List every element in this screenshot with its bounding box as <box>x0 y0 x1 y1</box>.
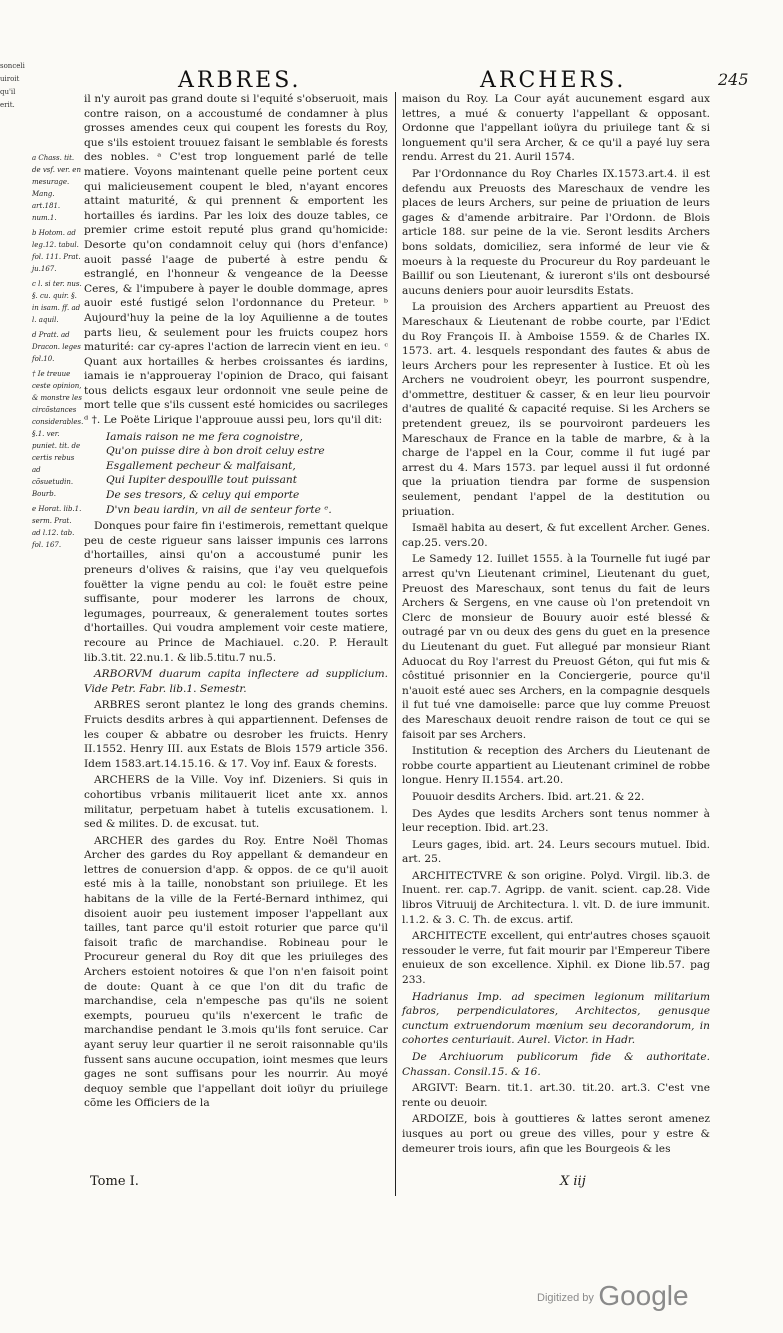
paragraph: Le Samedy 12. Iuillet 1555. à la Tournelle fut iugé par arrest qu'vn Lieutenant criminel, Lieutenant du guet, Preuost des Mareschaux, sont tenus du fait de leurs Archers & Sergens, en vne cause où l'on pretendoit vn Clerc de monsieur de Bouury auoir esté blessé & outragé par vn ou deux des gens du guet en la presence du Lieutenant du guet. Fut allegué par monsieur Riant Aduocat du Roy l'arrest du Preuost Géton, qui fut mis & côstitué prisonnier en la Conciergerie, pource qu'il n'auoit esté auec ses Archers, en la compagnie desquels il fut tué vne damoiselle: parce que luy comme Preuost des Mareschaux deuoit rendre raison de tout ce qui se faisoit par ses Archers. <box>402 553 710 741</box>
entry-ardoize: ARDOIZE, bois à gouttieres & lattes seront amenez iusques au port ou greue des villes, pour y estre & demeurer trois iours, afin que les Bourgeois & les <box>402 1113 710 1155</box>
margin-note: † Ie treuue ceste opinion, & monstre les circõstances considerables. §.1. ver. puniet. tit. de certis rebus ad cõsuetudin. Bourb. <box>32 370 84 498</box>
entry-argiut: ARGIVT: Bearn. tit.1. art.30. tit.20. art.3. C'est vne rente ou deuoir. <box>402 1082 710 1109</box>
paragraph: La prouision des Archers appartient au Preuost des Mareschaux & Lieutenant de robbe courte, par l'Edict du Roy François II. à Amboise 1559. & de Charles IX. 1573. art. 4. lesquels respondant des fautes & abus de leurs Archers pour les representer à Iustice. Et où les Archers ne voudroient obeyr, les pourront suspendre, d'ommettre, destituer & casser, & en leur lieu pourvoir d'autres de qualité & capacité requise. Si les Archers se pretendent greuez, ils se pourvoiront pardeuers les Mareschaux de France en la table de marbre, & à la charge de l'appel en la Cour, comme il fut iugé par arrest du 4. Mars 1573. par lequel aussi il fut ordonné que la priuation tiendra par forme de suspension seulement, pendant l'appel de la destitution ou priuation. <box>402 301 710 518</box>
paragraph: De Archiuorum publicorum fide & authoritate. Chassan. Consil.15. & 16. <box>402 1051 710 1078</box>
paragraph: maison du Roy. La Cour ayát aucunement esgard aux lettres, a mué & conuerty l'appellant & opposant. Ordonne que l'appellant ioüyra du priuilege tant & si longuement qu'il sera Archer, & ce qu'il a payé luy sera rendu. Arrest du 21. Auril 1574. <box>402 93 710 164</box>
entry-architecture: ARCHITECTVRE & son origine. Polyd. Virgil. lib.3. de Inuent. rer. cap.7. Agripp. de vanit. scient. cap.28. Vide libros Vitruuij de Architectura. l. vlt. D. de iure immunit. l.1.2. & 3. C. Th. de excus. artif. <box>402 869 710 926</box>
left-column <box>84 92 388 1196</box>
volume-label: Tome I. <box>90 1174 139 1189</box>
paragraph: Donques pour faire fin i'estimerois, remettant quelque peu de ceste rigueur sans laisser impunis ces larrons d'hortailles, ainsi qu'on a accoustumé punir les preneurs d'olives & raisins, que i'ay veu quelquefois fouëtter la vigne pendu au col: le fouët estre peine suffisante, pour moderer les larrons de choux, legumages, pourreaux, & generalement toutes sortes d'hortailles. Qui voudra amplement voir ceste matiere, recoure au Prince de Machiauel. c.20. P. Herault lib.3.tit. 22.nu.1. & lib.5.titu.7 nu.5. <box>84 520 388 664</box>
margin-note: a Chass. tit. de vsf. ver. en mesurage. Mang. art.181. num.1. <box>32 154 81 222</box>
paragraph: Pouuoir desdits Archers. Ibid. art.21. & 22. <box>412 790 645 803</box>
paragraph: il n'y auroit pas grand doute si l'equité s'obseruoit, mais contre raison, on a accoustumé de condamner à plus grosses amendes ceux qui coupent les forests du Roy, que s'ils estoient trouuez faisant le semblable és forests des nobles. ᵃ C'est trop longuement parlé de telle matiere. Voyons maintenant quelle peine portent ceux qui malicieusement coupent le bled, n'ayant encores attaint maturité, & qui prennent & emportent les hortailles és iardins. Par les loix des douze tables, ce premier crime estoit reputé plus grand qu'homicide: Desorte qu'on condamnoit celuy qui (hors d'enfance) auoit passé l'aage de puberté à estre pendu & estranglé, en l'honneur & vengeance de la Deesse Ceres, & l'impubere à payer le double dommage, apres auoir esté fustigé selon l'ordonnance du Preteur. ᵇ Aujourd'huy la peine de la loy Aquilienne a de toutes parts lieu, & seulement pour les fruicts coupez hors maturité: car cy-apres l'action de larrecin vient en ieu. ᶜ Quant aux hortailles & herbes croissantes és iardins, iamais ie n'approueray l'opinion de Draco, qui faisant tous delicts esgaux leur ordonnoit vne seule peine de mort telle que s'ils cussent esté homicides ou sacrileges ᵈ †. Le Poëte Lirique l'approuue aussi peu, lors qu'il dit: <box>84 93 388 427</box>
verse-line: De ses tresors, & celuy qui emporte <box>106 489 300 502</box>
margin-note: b Hotom. ad leg.12. tabul. fol. 111. Prat. ju.167. <box>32 229 81 273</box>
entry-archer-gardes: ARCHER des gardes du Roy. Entre Noël Thomas Archer des gardes du Roy appellant & demandeur en lettres de conuersion d'app. & oppos. de ce qu'il auoit esté mis à la taille, nonobstant son priuilege. Et les habitans de la ville de la Ferté-Bernard inthimez, qui disoient auoir peu iustement imposer l'appellant aux tailles, tant parce qu'il estoit roturier que parce qu'il faisoit trafic de marchandise. Robineau pour le Procureur general du Roy dit que les priuileges des Archers estoient notoires & que l'on n'en faisoit point de doute: Quant à ce que l'on dit du trafic de marchandise, cela n'empesche pas qu'ils ne soient exempts, pourueu qu'ils n'exercent le trafic de marchandise pendant le 3.mois qu'ils font seruice. Car ayant seruy leur quartier il ne seroit raisonnable qu'ils fussent sans aucune occupation, ioint mesmes que leurs gages ne sont suffisans pour les nourrir. Au moyé dequoy semble que l'appellant doit ioüyr du priuilege cõme les Officiers de la <box>84 834 388 1110</box>
verse-line: Qu'on puisse dire à bon droit celuy estre <box>106 445 325 458</box>
digitized-by-google-watermark <box>537 1280 689 1312</box>
paragraph: Par l'Ordonnance du Roy Charles IX.1573.art.4. il est defendu aux Preuosts des Mareschaux de vendre les places de leurs Archers, sur peine de priuation de leurs gages & d'amende arbitraire. Par l'Ordonn. de Blois article 188. sur peine de la vie. Seront lesdits Archers bons soldats, domiciliez, sera informé de leur vie & moeurs à la requeste du Procureur du Roy pardeuant le Baillif ou son Lieutenant, & iureront s'ils ont desboursé aucuns deniers pour auoir leursdits Estats. <box>402 167 710 297</box>
entry-architecte: ARCHITECTE excellent, qui entr'autres choses sçauoit ressouder le verre, fut fait mourir par l'Empereur Tibere enuieux de son excellence. Xiphil. ex Dione lib.57. pag 233. <box>402 930 710 987</box>
entry-arbres: ARBRES seront plantez le long des grands chemins. Fruicts desdits arbres à qui appartiennent. Defenses de les couper & abbatre ou desrober les fruicts. Henry II.1552. Henry III. aux Estats de Blois 1579 article 356. Idem 1583.art.14.15.16. & 17. Voy inf. Eaux & forests. <box>84 699 388 770</box>
paragraph: Des Aydes que lesdits Archers sont tenus nommer à leur reception. Ibid. art.23. <box>402 807 710 835</box>
verse-line: Iamais raison ne me fera cognoistre, <box>106 430 303 443</box>
paragraph: Ismaël habita au desert, & fut excellent Archer. Genes. cap.25. vers.20. <box>402 522 710 549</box>
running-head-left: ARBRES. <box>178 68 302 93</box>
signature-mark: X iij <box>560 1174 586 1189</box>
entry-archers-ville: ARCHERS de la Ville. Voy inf. Dizeniers. Si quis in cohortibus vrbanis militauerit licet ante xx. annos militatur, perpetuam habet à tutelis excusationem. l. sed & milites. D. de excusat. tut. <box>84 774 388 831</box>
page-number: 245 <box>718 70 749 89</box>
edge-fragment: qu'il <box>0 88 16 96</box>
margin-notes <box>32 152 82 554</box>
google-logo: Google <box>598 1280 689 1311</box>
entry-arborum: ARBORVM duarum capita inflectere ad supplicium. Vide Petr. Fabr. lib.1. Semestr. <box>84 668 388 695</box>
poem-verse <box>106 430 388 518</box>
edge-fragment: uiroit <box>0 75 20 83</box>
margin-note: d Pratt. ad Dracon. leges fol.10. <box>32 331 81 363</box>
paragraph: Hadrianus Imp. ad specimen legionum militarium fabros, perpendiculatores, Architectos, genusque cunctum extruendorum mœnium seu decorandorum, in cohortes centuriauit. Aurel. Victor. in Hadr. <box>402 990 710 1047</box>
paragraph: Institution & reception des Archers du Lieutenant de robbe courte appartient au Lieutenant criminel de robbe longue. Henry II.1554. art.20. <box>402 745 710 787</box>
running-head-right: ARCHERS. <box>480 68 627 93</box>
adjacent-page-edge <box>0 60 30 1060</box>
verse-line: Qui Iupiter despouïlle tout puissant <box>106 474 298 487</box>
verse-line: Esgallement pecheur & malfaisant, <box>106 459 296 472</box>
right-column <box>395 92 710 1196</box>
watermark-prefix: Digitized by <box>537 1292 594 1304</box>
margin-note: c l. si ter. nus. §. cu. quir. §. in isam. ff. ad l. aquil. <box>32 280 82 324</box>
paragraph: Leurs gages, ibid. art. 24. Leurs secours mutuel. Ibid. art. 25. <box>402 838 710 866</box>
margin-note: e Horat. lib.1. serm. Prat. ad l.12. tab. fol. 167. <box>32 505 82 549</box>
verse-line: D'vn beau iardin, vn ail de senteur forte ᵉ. <box>106 503 332 516</box>
edge-fragment: sonceli <box>0 62 25 70</box>
edge-fragment: erit. <box>0 101 15 109</box>
